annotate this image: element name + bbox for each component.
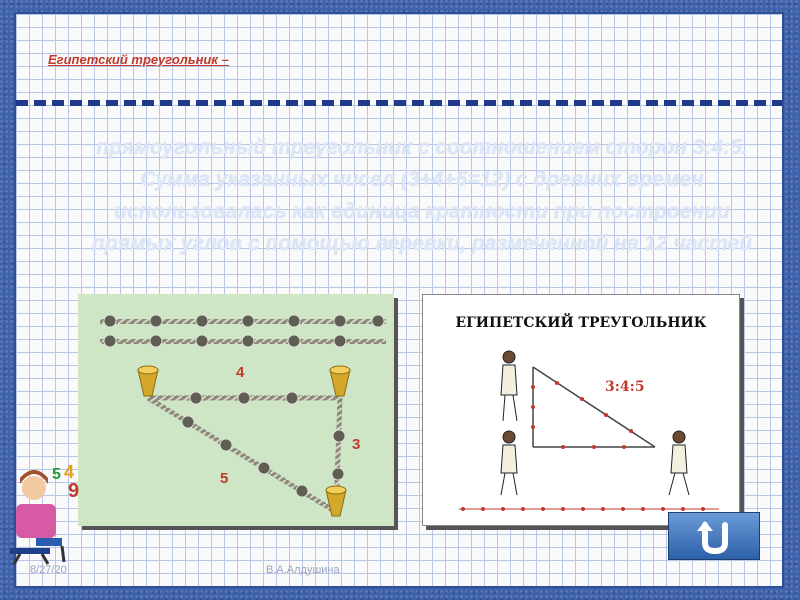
picture-title: ЕГИПЕТСКИЙ ТРЕУГОЛЬНИК (455, 315, 707, 331)
egyptian-triangle-picture (422, 294, 740, 526)
dashed-divider (16, 100, 782, 106)
return-button[interactable] (668, 512, 760, 560)
footer-author: В.А.Алдушина (266, 564, 340, 576)
rope-stretchers-drawing (423, 295, 739, 525)
digit-9: 9 (68, 480, 80, 502)
digit-4: 4 (64, 462, 75, 482)
digit-5: 5 (52, 466, 61, 483)
side-label-3: 3 (352, 436, 361, 453)
definition-text: прямоугольный треугольник с соотношением сторон 3:4:5. Сумма указанных чисел (3+4+5=12) с древних времен использовалась как единица кратности при построении прямых углов с помощью веревки, размеченной на 12 частей (91, 136, 753, 255)
teacher-clipart (6, 454, 86, 566)
rope-triangle-drawing (78, 294, 394, 526)
side-label-5: 5 (220, 470, 229, 487)
footer-date: 8/27/20 (30, 564, 67, 576)
side-label-4: 4 (236, 364, 245, 381)
slide-title: Египетский треугольник – (48, 52, 229, 67)
rope-triangle-picture (78, 294, 394, 526)
ratio-label: 3:4:5 (605, 379, 645, 395)
u-turn-arrow-icon (669, 513, 761, 561)
